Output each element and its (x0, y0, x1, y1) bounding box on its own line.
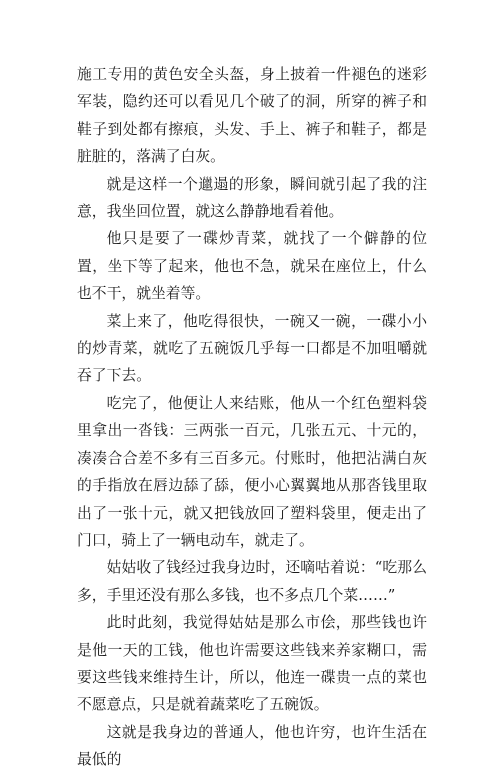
paragraph: 他只是要了一碟炒青菜，就找了一个僻静的位置，坐下等了起来，他也不急，就呆在座位上，什么也不干，就坐着等。 (77, 230, 427, 303)
paragraph: 姑姑收了钱经过我身边时，还嘀咕着说：“吃那么多，手里还没有那么多钱，也不多点几个菜……” (77, 559, 427, 604)
paragraph: 这就是我身边的普通人，他也许穷，也许生活在最低的 (77, 723, 427, 769)
paragraph: 此时此刻，我觉得姑姑是那么市侩，那些钱也许是他一天的工钱，他也许需要这些钱来养家糊口，需要这些钱来维持生计，所以，他连一碟贵一点的菜也不愿意点，只是就着蔬菜吃了五碗饭。 (77, 614, 427, 714)
paragraph: 吃完了，他便让人来结账，他从一个红色塑料袋里拿出一沓钱：三两张一百元，几张五元、十元的，凑凑合合差不多有三百多元。付账时，他把沾满白灰的手指放在唇边舔了舔，便小心翼翼地从那沓钱里取出了一张十元，就又把钱放回了塑料袋里，便走出了门口，骑上了一辆电动车，就走了。 (77, 394, 427, 549)
paragraph-continued: 施工专用的黄色安全头盔，身上披着一件褪色的迷彩军装，隐约还可以看见几个破了的洞，所穿的裤子和鞋子到处都有擦痕，头发、手上、裤子和鞋子，都是脏脏的，落满了白灰。 (77, 66, 427, 166)
paragraph: 菜上来了，他吃得很快，一碗又一碗，一碟小小的炒青菜，就吃了五碗饭几乎每一口都是不加咀嚼就吞了下去。 (77, 312, 427, 385)
document-body (77, 61, 427, 774)
paragraph: 就是这样一个邋遢的形象，瞬间就引起了我的注意，我坐回位置，就这么静静地看着他。 (77, 175, 427, 221)
